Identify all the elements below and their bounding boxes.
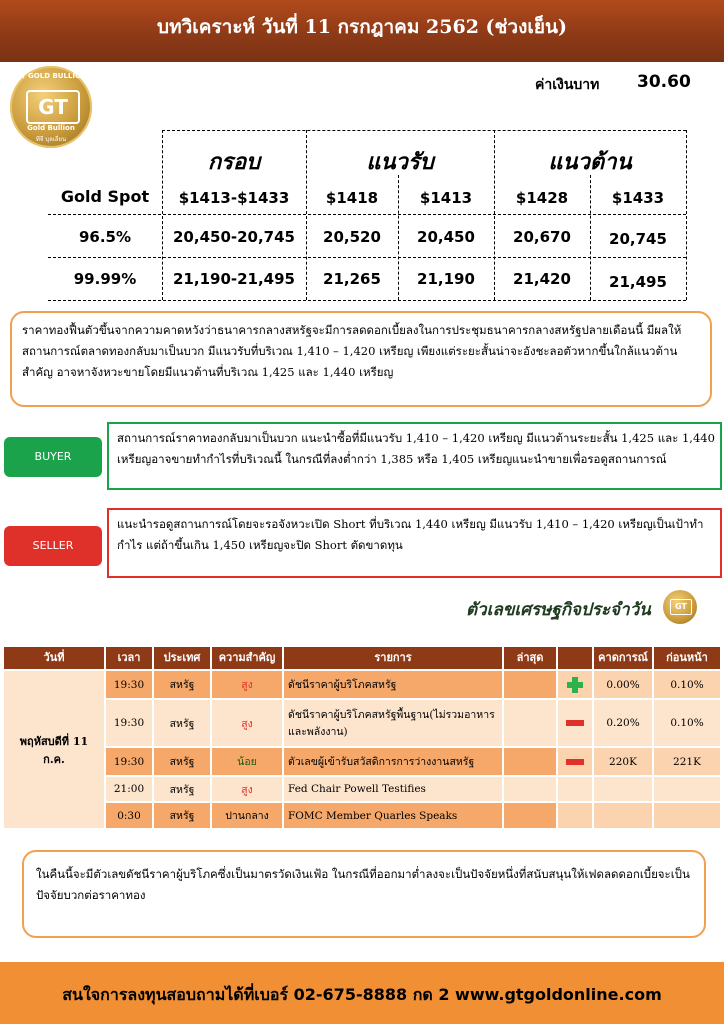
page-title: บทวิเคราะห์ วันที่ 11 กรกฎาคม 2562 (ช่วงเย็น): [157, 16, 567, 38]
gold-spot-resistance-2: $1433: [611, 189, 665, 207]
date-cell: พฤหัสบดีที่ 11 ก.ค.: [4, 671, 104, 828]
econ-calendar-title: ตัวเลขเศรษฐกิจประจำวัน: [466, 600, 651, 620]
col-date: วันที่: [4, 647, 104, 669]
row4-item: Fed Chair Powell Testifies: [284, 777, 502, 801]
col-item: รายการ: [284, 647, 502, 669]
row4-time: 21:00: [106, 777, 152, 801]
row1-time: 19:30: [106, 671, 152, 698]
note-box: [22, 850, 706, 938]
gold-spot-resistance-1: $1428: [515, 189, 569, 207]
row-label-gold-spot: Gold Spot: [60, 187, 150, 206]
footer-contact: สนใจการลงทุนสอบถามได้ที่เบอร์ 02-675-8888 กด 2 www.gtgoldonline.com: [62, 985, 662, 1004]
logo-top-text: GT GOLD BULLION: [15, 72, 87, 80]
logo-bottom-text: ทีจี บุลเลี่ยน: [35, 136, 67, 143]
minus-icon: [566, 759, 584, 765]
row3-country: สหรัฐ: [154, 748, 210, 775]
gt-small-logo: [663, 590, 697, 624]
row2-previous: 0.10%: [654, 700, 720, 746]
gold-spot-support-1: $1418: [325, 189, 379, 207]
row5-importance: ปานกลาง: [212, 803, 282, 828]
row4-importance: สูง: [212, 777, 282, 801]
gold-9999-support-2: 21,190: [417, 270, 475, 288]
row4-country: สหรัฐ: [154, 777, 210, 801]
row3-previous: 221K: [654, 748, 720, 775]
row1-previous: 0.10%: [654, 671, 720, 698]
row1-sign: [558, 671, 592, 698]
row3-item: ตัวเลขผู้เข้ารับสวัสดิการการว่างงานสหรัฐ: [284, 748, 502, 775]
buyer-label: BUYER: [4, 437, 102, 477]
note-text: ในคืนนี้จะมีตัวเลขดัชนีราคาผู้บริโภคซึ่งเป็นมาตรวัดเงินเฟ้อ ในกรณีที่ออกมาต่ำลงจะเป็นปัจจัยหนึ่งที่สนับสนุนให้เฟดลดดอกเบี้ยจะเป็นปัจจัยบวกต่อราคาทอง: [36, 867, 690, 902]
row4-sign: [558, 777, 592, 801]
baht-rate-value: 30.60: [637, 72, 691, 92]
row5-previous: [654, 803, 720, 828]
minus-icon: [566, 720, 584, 726]
row2-latest: [504, 700, 556, 746]
row1-item: ดัชนีราคาผู้บริโภคสหรัฐ: [284, 671, 502, 698]
row5-country: สหรัฐ: [154, 803, 210, 828]
header-range: กรอบ: [207, 149, 261, 175]
row1-importance: สูง: [212, 671, 282, 698]
gold-spot-range: $1413-$1433: [178, 189, 290, 207]
logo-mark: GT: [26, 90, 80, 124]
row5-time: 0:30: [106, 803, 152, 828]
col-sign: [558, 647, 592, 669]
seller-box: [107, 508, 722, 578]
logo-sub-text: Gold Bullion: [27, 124, 75, 132]
gold-96-resistance-1: 20,670: [513, 228, 571, 246]
commentary-text: ราคาทองฟื้นตัวขึ้นจากความคาดหวังว่าธนาคารกลางสหรัฐจะมีการลดดอกเบี้ยลงในการประชุมธนาคารกลางสหรัฐปลายเดือนนี้ มีผลให้สถานการณ์ตลาดทองกลับมาเป็นบวก มีแนวรับที่บริเวณ 1,410 – 1,420 เหรียญ เพียงแต่ระยะสั้นน่าจะอังชะลอตัวหากขึ้นใกล้แนวต้านสำคัญ อาจหาจังหวะขายโดยมีแนวต้านที่บริเวณ 1,425 และ 1,440 เหรียญ: [22, 323, 682, 379]
gold-96-support-1: 20,520: [323, 228, 381, 246]
row3-forecast: 220K: [594, 748, 652, 775]
row2-sign: [558, 700, 592, 746]
seller-label: SELLER: [4, 526, 102, 566]
row1-forecast: 0.00%: [594, 671, 652, 698]
commentary-box: [10, 311, 712, 407]
gold-9999-range: 21,190-21,495: [173, 270, 295, 288]
seller-text: แนะนำรอดูสถานการณ์โดยจะรอจังหวะเปิด Short ที่บริเวณ 1,440 เหรียญ มีแนวรับ 1,410 – 1,420 เหรียญเป็นเป้าทำกำไร แต่ถ้าขึ้นเกิน 1,450 เหรียญจะปิด Short ตัดขาดทุน: [117, 517, 704, 552]
row1-latest: [504, 671, 556, 698]
header-resistance: แนวต้าน: [548, 149, 632, 175]
row3-sign: [558, 748, 592, 775]
row2-importance: สูง: [212, 700, 282, 746]
small-logo-mark: GT: [670, 599, 692, 615]
row4-latest: [504, 777, 556, 801]
baht-rate-label: ค่าเงินบาท: [535, 77, 600, 93]
col-latest: ล่าสุด: [504, 647, 556, 669]
row2-time: 19:30: [106, 700, 152, 746]
header-support: แนวรับ: [366, 149, 434, 175]
row3-time: 19:30: [106, 748, 152, 775]
row1-country: สหรัฐ: [154, 671, 210, 698]
buyer-box: [107, 422, 722, 490]
row4-previous: [654, 777, 720, 801]
row5-sign: [558, 803, 592, 828]
row4-forecast: [594, 777, 652, 801]
col-country: ประเทศ: [154, 647, 210, 669]
gold-96-range: 20,450-20,745: [173, 228, 295, 246]
row5-item: FOMC Member Quarles Speaks: [284, 803, 502, 828]
row5-latest: [504, 803, 556, 828]
plus-icon: [567, 677, 583, 693]
row5-forecast: [594, 803, 652, 828]
col-time: เวลา: [106, 647, 152, 669]
gt-gold-bullion-logo: [10, 66, 92, 148]
gold-9999-resistance-1: 21,420: [513, 270, 571, 288]
gold-9999-resistance-2: 21,495: [609, 273, 667, 291]
row-label-96: 96.5%: [78, 228, 132, 246]
row2-item: ดัชนีราคาผู้บริโภคสหรัฐพื้นฐาน(ไม่รวมอาหารและพลังงาน): [284, 700, 502, 746]
col-importance: ความสำคัญ: [212, 647, 282, 669]
gold-96-support-2: 20,450: [417, 228, 475, 246]
col-forecast: คาดการณ์: [594, 647, 652, 669]
col-previous: ก่อนหน้า: [654, 647, 720, 669]
buyer-text: สถานการณ์ราคาทองกลับมาเป็นบวก แนะนำซื้อที่มีแนวรับ 1,410 – 1,420 เหรียญ มีแนวต้านระยะสั้น 1,425 และ 1,440 เหรียญอาจขายทำกำไรที่บริเวณนี้ ในกรณีที่ลงต่ำกว่า 1,385 หรือ 1,405 เหรียญแนะนำขายเพื่อรอดูสถานการณ์: [117, 431, 715, 466]
row3-importance: น้อย: [212, 748, 282, 775]
row2-country: สหรัฐ: [154, 700, 210, 746]
gold-spot-support-2: $1413: [419, 189, 473, 207]
gold-96-resistance-2: 20,745: [609, 230, 667, 248]
gold-9999-support-1: 21,265: [323, 270, 381, 288]
row3-latest: [504, 748, 556, 775]
row2-forecast: 0.20%: [594, 700, 652, 746]
row-label-9999: 99.99%: [73, 270, 137, 288]
